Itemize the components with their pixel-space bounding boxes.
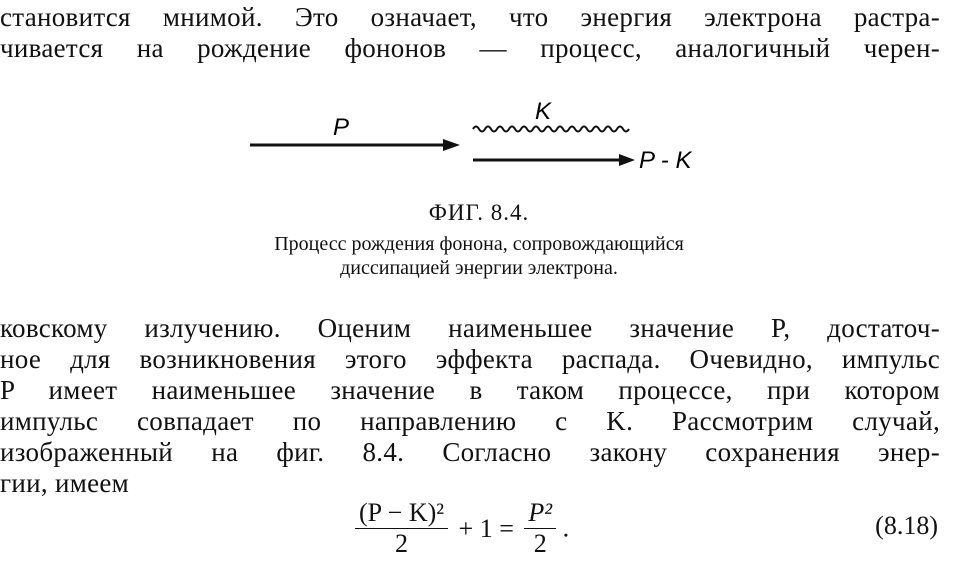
body-line-5: изображенный на фиг. 8.4. Согласно закону сохранения энер- <box>0 437 940 467</box>
equation-end: . <box>562 513 570 543</box>
lhs-numerator: (P − K)² <box>355 498 448 529</box>
equation-number: (8.18) <box>875 511 938 540</box>
rhs-numerator: P² <box>524 498 556 529</box>
body-line-6: гии, имеем <box>0 468 130 498</box>
figure-caption-line-1: Процесс рождения фонона, сопровождающийся <box>274 233 684 255</box>
label-p-minus-k: P - K <box>639 147 692 174</box>
body-line-1: ковскому излучению. Оценим наименьшее значение P, достаточ- <box>0 313 940 343</box>
equation-8-18 <box>355 498 569 568</box>
body-line-3: P имеет наименьшее значение в таком процессе, при котором <box>0 375 940 405</box>
arrowhead-incoming <box>443 139 460 151</box>
body-line-2: ное для возникновения этого эффекта распада. Очевидно, импульс <box>0 344 940 374</box>
figure-caption-line-2: диссипацией энергии электрона. <box>340 257 618 279</box>
text-line-1: становится мнимой. Это означает, что энергия электрона растра- <box>0 2 940 32</box>
figure-number: ФИГ. 8.4. <box>428 200 530 225</box>
rhs-fraction <box>524 498 556 559</box>
label-p: P <box>333 114 350 141</box>
rhs-denominator: 2 <box>533 529 547 558</box>
arrowhead-outgoing <box>619 154 635 166</box>
feynman-diagram <box>245 95 692 175</box>
phonon-wavy-line <box>473 127 629 132</box>
body-line-4: импульс совпадает по направлению с K. Рассмотрим случай, <box>0 406 940 436</box>
lhs-fraction <box>355 498 448 559</box>
lhs-denominator: 2 <box>395 529 409 558</box>
equation-middle: + 1 = <box>458 513 514 543</box>
label-k: K <box>535 98 552 125</box>
text-line-2: чивается на рождение фононов — процесс, аналогичный черен- <box>0 33 940 63</box>
